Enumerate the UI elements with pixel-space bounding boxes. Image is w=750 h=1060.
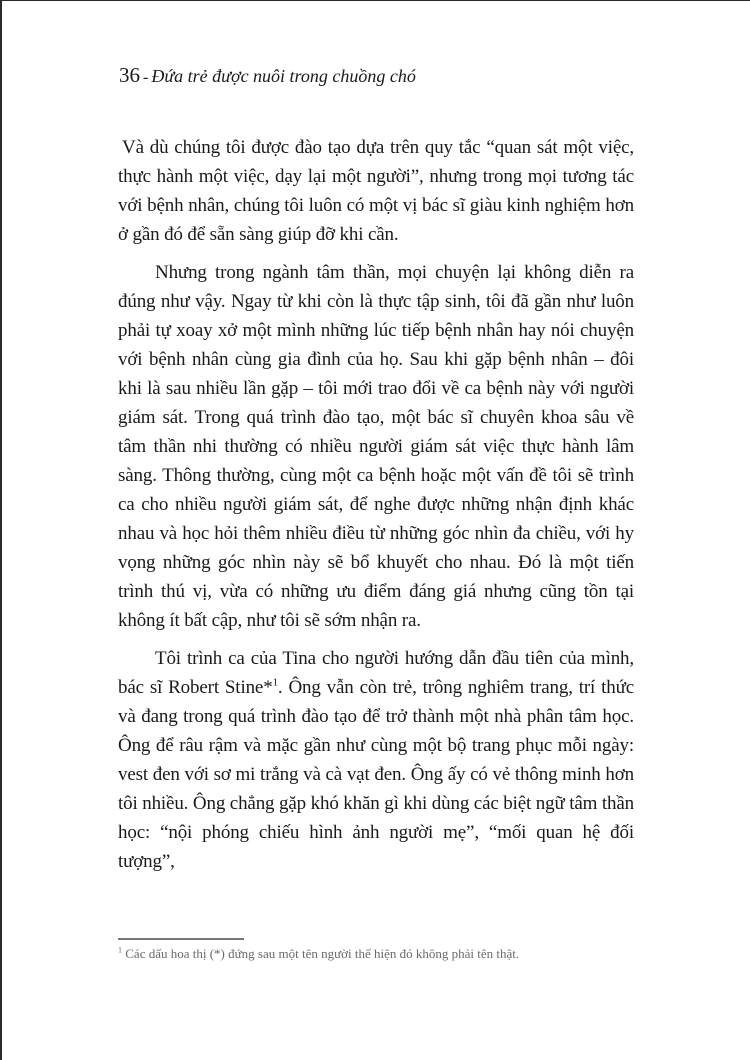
paragraph-1: Và dù chúng tôi được đào tạo dựa trên quy tắc “quan sát một việc, thực hành một việc, dạy lại một người”, nhưng trong mọi tương tác với bệnh nhân, chúng tôi luôn có một vị bác sĩ giàu kinh nghiệm hơn ở gần đó để sẵn sàng giúp đỡ khi cần. [118, 137, 634, 245]
footnote-divider [118, 938, 244, 940]
paragraph-3-text-start: Tôi trình ca của Tina cho người hướng dẫn đầu tiên của mình, bác sĩ Robert Stine* [118, 648, 634, 698]
page-number: 36 [119, 63, 140, 87]
body-text [118, 133, 634, 885]
running-header [119, 62, 416, 91]
paragraph-3 [118, 644, 634, 876]
book-title: Đứa trẻ được nuôi trong chuồng chó [151, 66, 416, 86]
footnote-number: 1 [118, 945, 122, 955]
footnote [118, 945, 638, 963]
paragraph-2: Nhưng trong ngành tâm thần, mọi chuyện lại không diễn ra đúng như vậy. Ngay từ khi còn là thực tập sinh, tôi đã gần như luôn phải tự xoay xở một mình những lúc tiếp bệnh nhân hay nói chuyện với bệnh nhân cùng gia đình của họ. Sau khi gặp bệnh nhân – đôi khi là sau nhiều lần gặp – tôi mới trao đổi về ca bệnh này với người giám sát. Trong quá trình đào tạo, một bác sĩ chuyên khoa sâu về tâm thần nhi thường có nhiều người giám sát việc thực hành lâm sàng. Thông thường, cùng một ca bệnh hoặc một vấn đề tôi sẽ trình ca cho nhiều người giám sát, để nghe được những nhận định khác nhau và học hỏi thêm nhiều điều từ những góc nhìn đa chiều, với hy vọng những góc nhìn này sẽ bổ khuyết cho nhau. Đó là một tiến trình thú vị, vừa có những ưu điểm đáng giá nhưng cũng tồn tại không ít bất cập, như tôi sẽ sớm nhận ra. [118, 262, 634, 631]
footnote-reference[interactable]: 1 [272, 676, 278, 689]
page-edge-top [0, 0, 750, 1]
header-separator: - [143, 69, 149, 86]
footnote-text: Các dấu hoa thị (*) đứng sau một tên người thể hiện đó không phải tên thật. [122, 946, 520, 961]
page-edge-left [0, 0, 2, 1060]
paragraph-3-text-end: . Ông vẫn còn trẻ, trông nghiêm trang, trí thức và đang trong quá trình đào tạo để trở thành một nhà phân tâm học. Ông để râu rậm và mặc gần như cùng một bộ trang phục mỗi ngày: vest đen với sơ mi trắng và cà vạt đen. Ông ấy có vẻ thông minh hơn tôi nhiều. Ông chẳng gặp khó khăn gì khi dùng các biệt ngữ tâm thần học: “nội phóng chiếu hình ảnh người mẹ”, “mối quan hệ đối tượng”, [118, 677, 635, 872]
